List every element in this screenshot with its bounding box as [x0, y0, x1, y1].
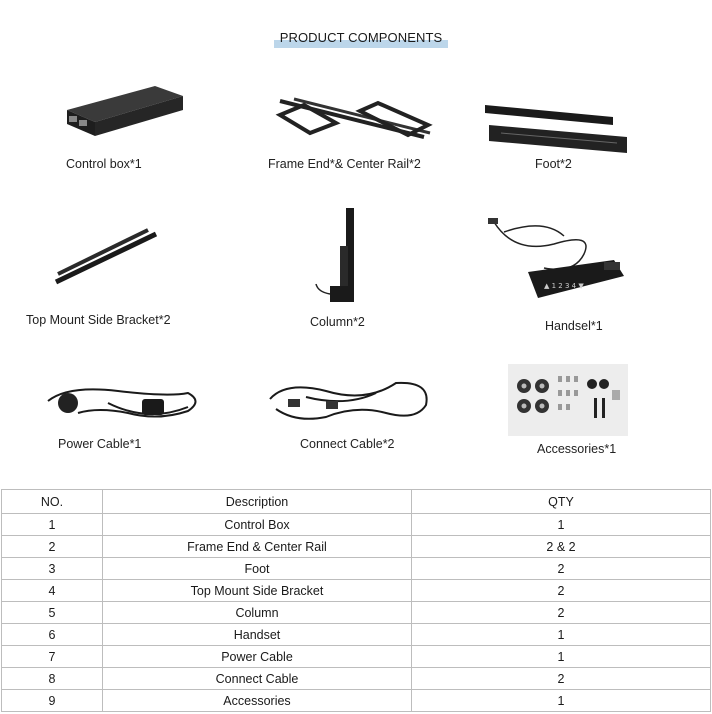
- component-power-cable: [38, 383, 203, 428]
- column-icon: [310, 206, 360, 306]
- table-row: [2, 558, 711, 580]
- component-frame-rail: [274, 97, 434, 143]
- cell-description: Foot: [103, 558, 412, 580]
- component-connect-cable: [266, 377, 431, 427]
- table-header-row: [2, 490, 711, 514]
- caption-foot: Foot*2: [535, 157, 572, 171]
- bracket-icon: [52, 226, 162, 288]
- cell-description: Connect Cable: [103, 668, 412, 690]
- cell-no: 9: [2, 690, 103, 712]
- cell-no: 4: [2, 580, 103, 602]
- cell-no: 1: [2, 514, 103, 536]
- cell-no: 6: [2, 624, 103, 646]
- cell-qty: 1: [412, 690, 711, 712]
- caption-accessories: Accessories*1: [537, 442, 617, 456]
- header-description: Description: [103, 490, 412, 514]
- table-row: [2, 624, 711, 646]
- cell-qty: 1: [412, 514, 711, 536]
- component-column: [310, 206, 360, 306]
- component-control-box: [55, 78, 185, 138]
- caption-handset: Handsel*1: [545, 319, 603, 333]
- cell-no: 2: [2, 536, 103, 558]
- cell-qty: 2: [412, 580, 711, 602]
- caption-frame-rail: Frame End*& Center Rail*2: [268, 157, 421, 171]
- cell-description: Frame End & Center Rail: [103, 536, 412, 558]
- components-table: [1, 489, 711, 712]
- cell-description: Column: [103, 602, 412, 624]
- table-row: [2, 536, 711, 558]
- table-row: [2, 580, 711, 602]
- power-cable-icon: [38, 383, 203, 428]
- cell-qty: 2 & 2: [412, 536, 711, 558]
- caption-power-cable: Power Cable*1: [58, 437, 142, 451]
- caption-control-box: Control box*1: [66, 157, 142, 171]
- cell-no: 8: [2, 668, 103, 690]
- header-no: NO.: [2, 490, 103, 514]
- cell-no: 5: [2, 602, 103, 624]
- cell-qty: 2: [412, 602, 711, 624]
- caption-connect-cable: Connect Cable*2: [300, 437, 395, 451]
- cell-no: 3: [2, 558, 103, 580]
- table-row: [2, 646, 711, 668]
- cell-qty: 1: [412, 646, 711, 668]
- cell-qty: 2: [412, 558, 711, 580]
- cell-description: Top Mount Side Bracket: [103, 580, 412, 602]
- component-foot: [481, 103, 631, 155]
- component-accessories: [508, 364, 628, 436]
- foot-icon: [481, 103, 631, 155]
- table-row: [2, 668, 711, 690]
- connect-cable-icon: [266, 377, 431, 427]
- cell-description: Control Box: [103, 514, 412, 536]
- component-handset: [484, 214, 629, 304]
- handset-icon: [484, 214, 629, 304]
- cell-qty: 2: [412, 668, 711, 690]
- accessories-icon: [508, 364, 628, 436]
- table-row: [2, 602, 711, 624]
- caption-bracket: Top Mount Side Bracket*2: [26, 313, 171, 327]
- page-title: [274, 28, 448, 48]
- table-row: [2, 514, 711, 536]
- header-qty: QTY: [412, 490, 711, 514]
- cell-qty: 1: [412, 624, 711, 646]
- table-row: [2, 690, 711, 712]
- frame-rail-icon: [274, 97, 434, 143]
- cell-description: Handset: [103, 624, 412, 646]
- svg-text:▲ 1 2 3 4 ▼: ▲ 1 2 3 4 ▼: [544, 282, 584, 290]
- cell-no: 7: [2, 646, 103, 668]
- component-bracket: [52, 226, 162, 288]
- cell-description: Accessories: [103, 690, 412, 712]
- cell-description: Power Cable: [103, 646, 412, 668]
- caption-column: Column*2: [310, 315, 365, 329]
- page-title-text: PRODUCT COMPONENTS: [279, 30, 443, 45]
- control-box-icon: [55, 78, 185, 138]
